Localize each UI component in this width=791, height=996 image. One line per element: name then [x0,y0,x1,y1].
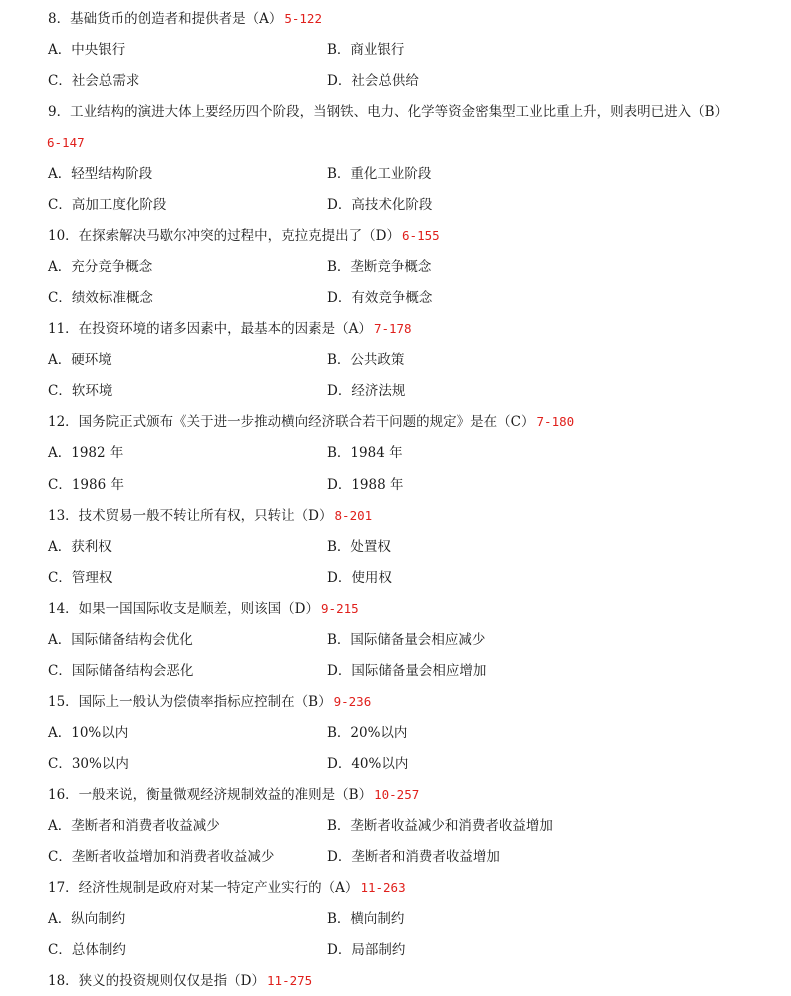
option-d: D．国际储备量会相应增加 [327,663,487,679]
question-stem: 11．在投资环境的诸多因素中，最基本的因素是（A） [48,321,372,337]
option-c: C．总体制约 [48,942,126,958]
question-9 [48,103,768,121]
question-stem: 9．工业结构的演进大体上要经历四个阶段，当钢铁、电力、化学等资金密集型工业比重上升，则表明已进入（B） [48,104,729,120]
option-a: A．中央银行 [48,42,126,58]
option-c: C．软环境 [48,383,113,399]
option-d: D．有效竞争概念 [327,290,433,306]
option-d: D．局部制约 [327,942,406,958]
option-a: A．纵向制约 [48,911,126,927]
option-c: C．管理权 [48,570,113,586]
question-10 [48,227,440,245]
option-b: B．20%以内 [327,725,408,741]
option-d: D．使用权 [327,570,392,586]
question-12 [48,413,574,431]
option-b: B．垄断竞争概念 [327,259,432,275]
page-reference: 9-215 [321,601,359,616]
question-stem: 15．国际上一般认为偿债率指标应控制在（B） [48,694,332,710]
option-b: B．处置权 [327,539,391,555]
option-b: B．垄断者收益减少和消费者收益增加 [327,818,553,834]
page-reference: 8-201 [334,508,373,523]
question-stem: 10．在探索解决马歇尔冲突的过程中，克拉克提出了（D） [48,228,401,244]
question-18 [48,972,312,990]
option-b: B．商业银行 [327,42,405,58]
option-c: C．高加工度化阶段 [48,197,167,213]
option-c: C．绩效标准概念 [48,290,153,306]
option-b: B．横向制约 [327,911,405,927]
option-a: A．充分竞争概念 [48,259,153,275]
option-b: B．国际储备量会相应减少 [327,632,486,648]
page-reference: 7-178 [373,321,412,336]
option-c: C．垄断者收益增加和消费者收益减少 [48,849,275,865]
option-b: B．重化工业阶段 [327,166,432,182]
option-b: B．公共政策 [327,352,405,368]
question-9-ref-line [45,134,85,152]
option-a: A．1982 年 [48,445,124,461]
question-stem: 13．技术贸易一般不转让所有权，只转让（D） [48,508,333,524]
page-reference: 11-275 [267,973,313,988]
option-a: A．垄断者和消费者收益减少 [48,818,220,834]
option-b: B．1984 年 [327,445,403,461]
page-reference: 5-122 [284,11,322,26]
option-c: C．30%以内 [48,756,129,772]
page-reference: 6-155 [402,228,440,243]
question-17 [48,879,406,897]
option-c: C．1986 年 [48,477,124,493]
question-stem: 14．如果一国国际收支是顺差，则该国（D） [48,601,320,617]
option-d: D．垄断者和消费者收益增加 [327,849,500,865]
option-d: D．1988 年 [327,477,404,493]
page-reference: 10-257 [374,787,420,802]
page-reference: 6-147 [47,135,85,150]
question-11 [48,320,412,338]
option-c: C．社会总需求 [48,73,140,89]
option-a: A．硬环境 [48,352,112,368]
option-a: A．10%以内 [48,725,129,741]
question-stem: 18．狭义的投资规则仅仅是指（D） [48,973,266,989]
question-stem: 8．基础货币的创造者和提供者是（A） [48,11,283,27]
question-16 [48,786,419,804]
option-d: D．社会总供给 [327,73,419,89]
option-c: C．国际储备结构会恶化 [48,663,194,679]
page-reference: 11-263 [360,880,406,895]
question-14 [48,600,359,618]
question-stem: 12．国务院正式颁布《关于进一步推动横向经济联合若干问题的规定》是在（C） [48,414,535,430]
option-d: D．经济法规 [327,383,406,399]
question-stem: 17．经济性规制是政府对某一特定产业实行的（A） [48,880,359,896]
question-15 [48,693,371,711]
option-a: A．轻型结构阶段 [48,166,153,182]
option-d: D．高技术化阶段 [327,197,433,213]
question-13 [48,507,372,525]
page-reference: 7-180 [536,414,575,429]
question-8 [48,10,322,28]
question-stem: 16．一般来说，衡量微观经济规制效益的准则是（B） [48,787,373,803]
option-d: D．40%以内 [327,756,409,772]
option-a: A．获利权 [48,539,112,555]
page-reference: 9-236 [333,694,372,709]
option-a: A．国际储备结构会优化 [48,632,193,648]
